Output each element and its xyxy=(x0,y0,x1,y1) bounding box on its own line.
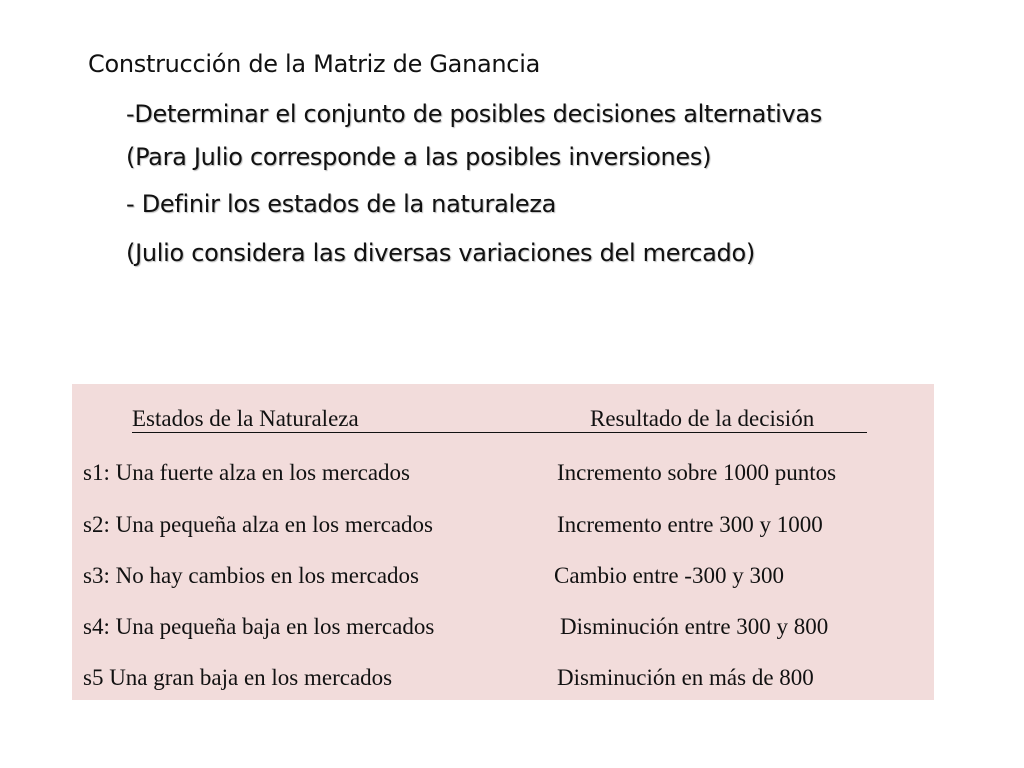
table-row-result: Disminución en más de 800 xyxy=(557,665,814,690)
table-row-result: Incremento entre 300 y 1000 xyxy=(557,512,823,537)
table-row-state: s4: Una pequeña baja en los mercados xyxy=(83,614,435,639)
table-row-state: s5 Una gran baja en los mercados xyxy=(83,665,393,690)
table-row-result: Cambio entre -300 y 300 xyxy=(554,563,784,588)
states-table xyxy=(72,384,934,700)
header-result: Resultado de la decisión xyxy=(590,406,815,431)
bullet-states-note: (Julio considera las diversas variaciones del mercado) xyxy=(126,239,755,267)
bullet-alternatives: -Determinar el conjunto de posibles decisiones alternativas xyxy=(126,100,823,128)
slide-title: Construcción de la Matriz de Ganancia xyxy=(88,50,540,78)
table-row-state: s1: Una fuerte alza en los mercados xyxy=(83,460,410,485)
bullet-alternatives-note: (Para Julio corresponde a las posibles inversiones) xyxy=(126,143,712,171)
table-row-state: s3: No hay cambios en los mercados xyxy=(83,563,419,588)
header-states: Estados de la Naturaleza xyxy=(132,406,359,431)
table-row-state: s2: Una pequeña alza en los mercados xyxy=(83,512,433,537)
table-header xyxy=(132,406,867,433)
table-row-result: Disminución entre 300 y 800 xyxy=(560,614,829,639)
table-row-result: Incremento sobre 1000 puntos xyxy=(557,460,837,485)
bullet-states: - Definir los estados de la naturaleza xyxy=(126,190,557,218)
